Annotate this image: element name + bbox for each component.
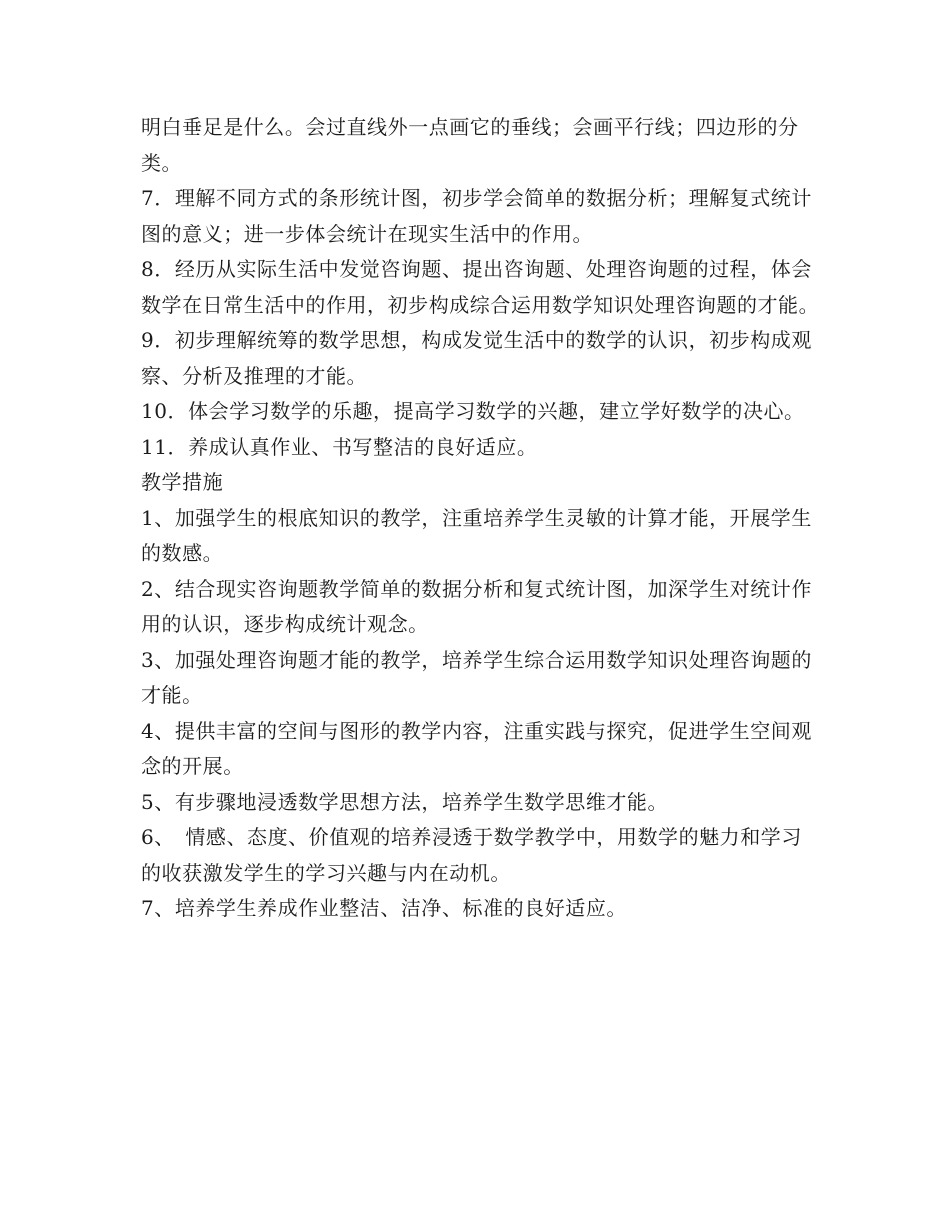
paragraph-measure-3: 3、加强处理咨询题才能的教学，培养学生综合运用数学知识处理咨询题的才能。: [141, 647, 812, 707]
paragraph-goal-10: 10．体会学习数学的乐趣，提高学习数学的兴趣，建立学好数学的决心。: [141, 399, 805, 423]
paragraph-measure-6: 6、 情感、态度、价值观的培养浸透于数学教学中，用数学的魅力和学习的收获激发学生的学习兴趣与内在动机。: [141, 825, 802, 885]
paragraph-measure-4: 4、提供丰富的空间与图形的教学内容，注重实践与探究，促进学生空间观念的开展。: [141, 718, 812, 778]
section-heading-teaching-measures: 教学措施: [141, 470, 224, 494]
paragraph-measure-5: 5、有步骤地浸透数学思想方法，培养学生数学思维才能。: [141, 789, 669, 814]
paragraph-goal-7: 7．理解不同方式的条形统计图，初步学会简单的数据分析；理解复式统计图的意义；进一步体会统计在现实生活中的作用。: [141, 186, 812, 246]
paragraph-measure-2: 2、结合现实咨询题教学简单的数据分析和复式统计图，加深学生对统计作用的认识，逐步构成统计观念。: [141, 576, 812, 636]
paragraph-goal-11: 11．养成认真作业、书写整洁的良好适应。: [141, 434, 538, 459]
paragraph-geometry-continuation: 明白垂足是什么。会过直线外一点画它的垂线；会画平行线；四边形的分类。: [141, 115, 799, 175]
paragraph-measure-1: 1、加强学生的根底知识的教学，注重培养学生灵敏的计算才能，开展学生的数感。: [141, 505, 812, 565]
paragraph-goal-8: 8．经历从实际生活中发觉咨询题、提出咨询题、处理咨询题的过程，体会数学在日常生活中的作用，初步构成综合运用数学知识处理咨询题的才能。: [141, 257, 820, 317]
paragraph-goal-9: 9．初步理解统筹的数学思想，构成发觉生活中的数学的认识，初步构成观察、分析及推理的才能。: [141, 328, 812, 388]
document-body: [141, 110, 821, 927]
paragraph-measure-7: 7、培养学生养成作业整洁、洁净、标准的良好适应。: [141, 896, 627, 920]
